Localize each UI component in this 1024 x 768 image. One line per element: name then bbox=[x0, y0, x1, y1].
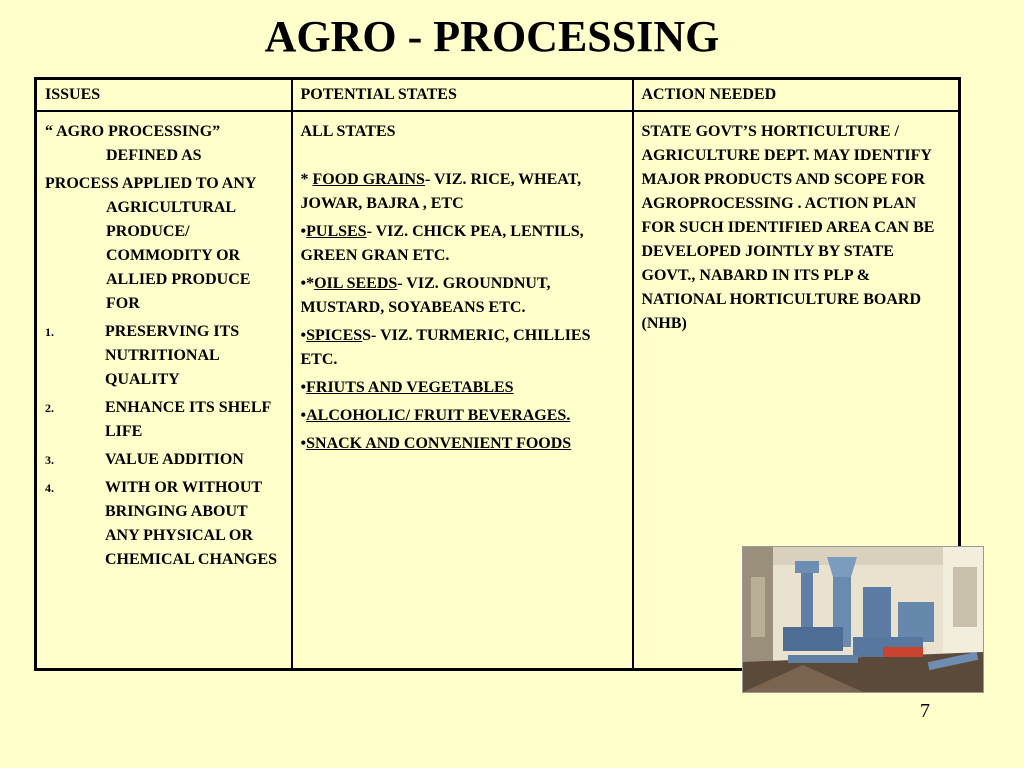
list-item-number: 2. bbox=[45, 401, 54, 415]
list-item bbox=[45, 320, 283, 392]
issue-definition-heading: “ AGRO PROCESSING” DEFINED AS bbox=[45, 123, 221, 164]
table-header-row bbox=[36, 79, 960, 112]
list-item-text: PRESERVING ITS NUTRITIONAL QUALITY bbox=[105, 323, 240, 388]
agro-processing-machinery-photo bbox=[742, 546, 984, 693]
fruits-label: FRIUTS AND VEGETABLES bbox=[306, 379, 514, 396]
list-item-text: VALUE ADDITION bbox=[105, 451, 244, 468]
list-item-number: 1. bbox=[45, 325, 54, 339]
list-item bbox=[45, 448, 283, 472]
list-item bbox=[45, 396, 283, 444]
oil-seeds-label: OIL SEEDS bbox=[314, 275, 398, 292]
bullet-marker: •* bbox=[300, 275, 315, 292]
state-item-alcoholic bbox=[301, 404, 624, 428]
pulses-label: PULSES bbox=[306, 223, 367, 240]
header-potential-states: POTENTIAL STATES bbox=[292, 79, 633, 112]
pulses-text: - VIZ. CHICK PEA, LENTILS, GREEN GRAN ETC. bbox=[300, 223, 584, 264]
list-item-number: 4. bbox=[45, 481, 54, 495]
bullet-marker: • bbox=[300, 435, 307, 452]
states-cell bbox=[292, 111, 633, 670]
bullet-marker: • bbox=[300, 379, 307, 396]
states-intro: ALL STATES bbox=[300, 123, 396, 140]
food-grains-label: FOOD GRAINS bbox=[312, 171, 425, 188]
header-issues: ISSUES bbox=[36, 79, 292, 112]
bullet-marker: • bbox=[300, 407, 307, 424]
food-grains-text: - VIZ. RICE, WHEAT, JOWAR, BAJRA , ETC bbox=[300, 171, 582, 212]
alcoholic-label: ALCOHOLIC/ FRUIT BEVERAGES. bbox=[306, 407, 571, 424]
state-item-fruits bbox=[301, 376, 624, 400]
list-item-text: ENHANCE ITS SHELF LIFE bbox=[105, 399, 271, 440]
state-item-snack bbox=[301, 432, 624, 456]
bullet-marker: • bbox=[300, 223, 307, 240]
list-item bbox=[45, 476, 283, 572]
slide-title: AGRO - PROCESSING bbox=[264, 12, 720, 61]
issue-definition-text: PROCESS APPLIED TO ANY AGRICULTURAL PRODUCE/ COMMODITY OR ALLIED PRODUCE FOR bbox=[45, 175, 256, 312]
state-item-oil-seeds bbox=[301, 272, 624, 320]
list-item-text: WITH OR WITHOUT BRINGING ABOUT ANY PHYSICAL OR CHEMICAL CHANGES bbox=[105, 479, 278, 568]
state-item-food-grains bbox=[301, 168, 624, 216]
page-number: 7 bbox=[920, 700, 930, 722]
oil-seeds-text: - VIZ. GROUNDNUT, MUSTARD, SOYABEANS ETC. bbox=[300, 275, 551, 316]
action-text: STATE GOVT’S HORTICULTURE / AGRICULTURE DEPT. MAY IDENTIFY MAJOR PRODUCTS AND SCOPE FOR AGROPROCESSING . ACTION PLAN FOR SUCH IDENTIFIED AREA CAN BE DEVELOPED JOINTLY BY STATE GOVT., NABARD IN ITS PLP & NATIONAL HORTICULTURE BOARD (NHB) bbox=[641, 123, 935, 332]
snack-label: SNACK AND CONVENIENT FOODS bbox=[306, 435, 572, 452]
spices-label: SPICES bbox=[306, 327, 363, 344]
state-item-spices bbox=[301, 324, 624, 372]
list-item-number: 3. bbox=[45, 453, 54, 467]
state-item-pulses bbox=[301, 220, 624, 268]
spices-text: S- VIZ. TURMERIC, CHILLIES ETC. bbox=[300, 327, 591, 368]
issues-cell bbox=[36, 111, 292, 670]
header-action-needed: ACTION NEEDED bbox=[633, 79, 960, 112]
bullet-marker: • bbox=[300, 327, 307, 344]
bullet-marker: * bbox=[300, 171, 313, 188]
